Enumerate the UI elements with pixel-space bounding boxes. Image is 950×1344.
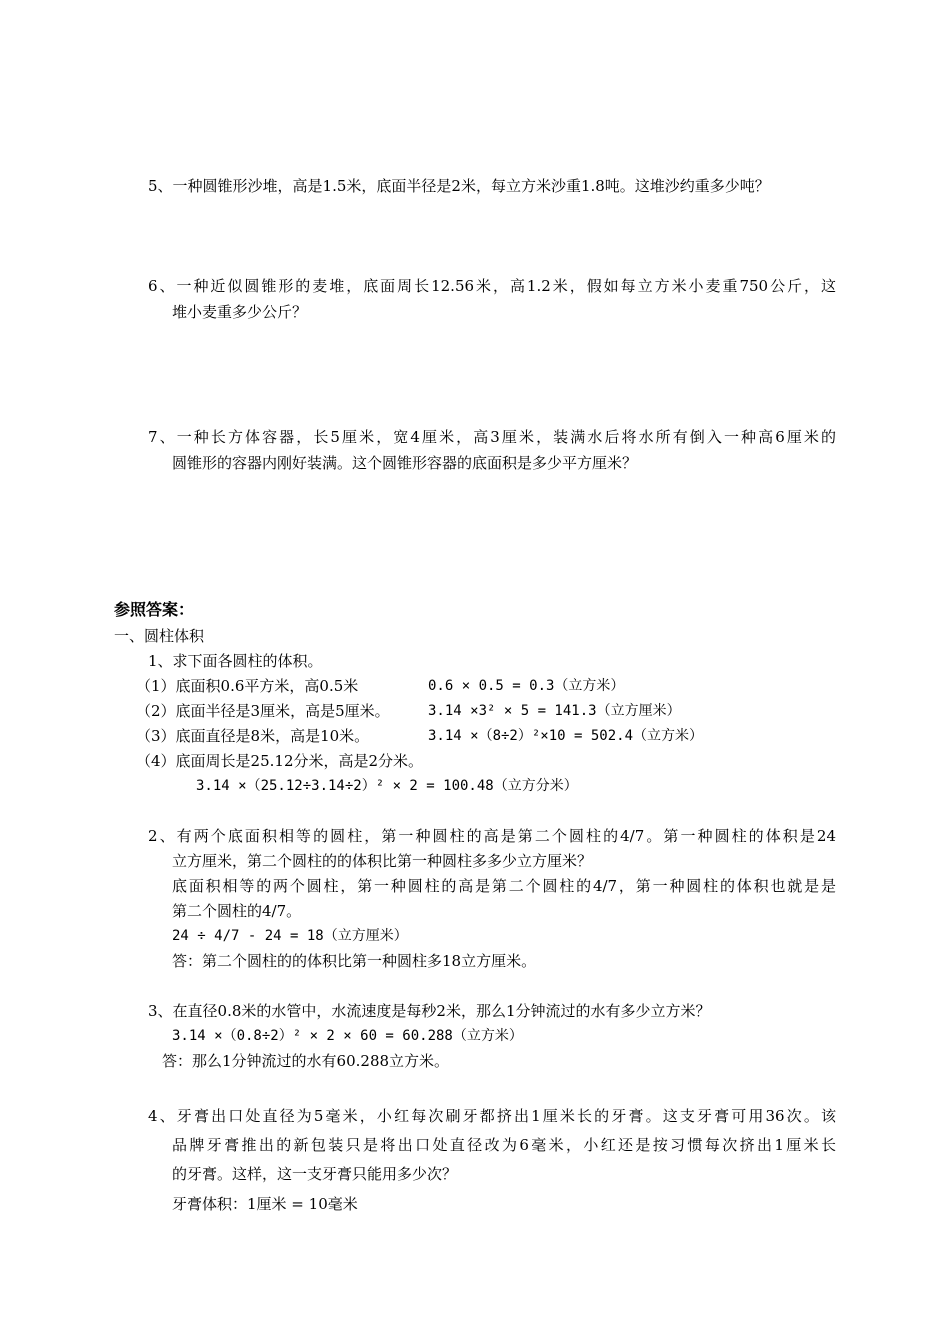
- answer-4-question-line-1: 4、牙膏出口处直径为5毫米，小红每次刷牙都挤出1厘米长的牙膏。这支牙膏可用36次。该: [148, 1107, 836, 1125]
- answer-2-question-line-1: 2、有两个底面积相等的圆柱，第一种圆柱的高是第二个圆柱的4/7。第一种圆柱的体积是24: [148, 827, 836, 845]
- answers-heading: 参照答案：: [114, 600, 195, 619]
- answer-1-item-2-calc: 3.14 ×3² × 5 = 141.3（立方厘米）: [428, 703, 681, 719]
- answer-2-answer: 答：第二个圆柱的的体积比第一种圆柱多18立方厘米。: [172, 952, 537, 970]
- answer-4-question-line-3: 的牙膏。这样，这一支牙膏只能用多少次？: [172, 1165, 458, 1183]
- question-7-line-2: 圆锥形的容器内刚好装满。这个圆锥形容器的底面积是多少平方厘米？: [172, 454, 638, 472]
- answer-1-item-2-label: （2）底面半径是3厘米，高是5厘米。: [136, 702, 390, 720]
- answer-1-item-1-label: （1）底面积0.6平方米，高0.5米: [136, 677, 359, 695]
- answer-3-question: 3、在直径0.8米的水管中，水流速度是每秒2米，那么1分钟流过的水有多少立方米？: [148, 1002, 711, 1020]
- answer-1-item-3-label: （3）底面直径是8米，高是10米。: [136, 727, 370, 745]
- answer-2-question-line-2: 立方厘米，第二个圆柱的的体积比第一种圆柱多多少立方厘米？: [172, 852, 593, 870]
- answer-1-item-4-calc: 3.14 ×（25.12÷3.14÷2）² × 2 = 100.48（立方分米）: [196, 778, 578, 794]
- answer-1-item-1-calc: 0.6 × 0.5 = 0.3（立方米）: [428, 678, 625, 694]
- answer-1-title: 1、求下面各圆柱的体积。: [148, 652, 323, 670]
- answer-4-calc: 牙膏体积：1厘米 = 10毫米: [172, 1195, 358, 1213]
- answer-1-item-4-label: （4）底面周长是25.12分米，高是2分米。: [136, 752, 424, 770]
- answer-2-calc: 24 ÷ 4/7 - 24 = 18（立方厘米）: [172, 928, 408, 944]
- answer-2-explanation-line-2: 第二个圆柱的4/7。: [172, 902, 302, 920]
- answer-1-item-3-calc: 3.14 ×（8÷2）²×10 = 502.4（立方米）: [428, 728, 704, 744]
- answer-2-explanation-line-1: 底面积相等的两个圆柱，第一种圆柱的高是第二个圆柱的4/7，第一种圆柱的体积也就是是: [172, 877, 836, 895]
- section-title-cylinder-volume: 一、圆柱体积: [114, 627, 205, 645]
- question-6-line-1: 6、一种近似圆锥形的麦堆，底面周长12.56米，高1.2米，假如每立方米小麦重750公斤，这: [148, 277, 836, 295]
- question-6-line-2: 堆小麦重多少公斤？: [172, 303, 308, 321]
- question-7-line-1: 7、一种长方体容器，长5厘米，宽4厘米，高3厘米，装满水后将水所有倒入一种高6厘米的: [148, 428, 836, 446]
- question-5: 5、一种圆锥形沙堆，高是1.5米，底面半径是2米，每立方米沙重1.8吨。这堆沙约重多少吨？: [148, 177, 770, 195]
- answer-3-answer: 答：那么1分钟流过的水有60.288立方米。: [162, 1052, 450, 1070]
- answer-4-question-line-2: 品牌牙膏推出的新包装只是将出口处直径改为6毫米，小红还是按习惯每次挤出1厘米长: [172, 1136, 836, 1154]
- answer-3-calc: 3.14 ×（0.8÷2）² × 2 × 60 = 60.288（立方米）: [172, 1028, 523, 1044]
